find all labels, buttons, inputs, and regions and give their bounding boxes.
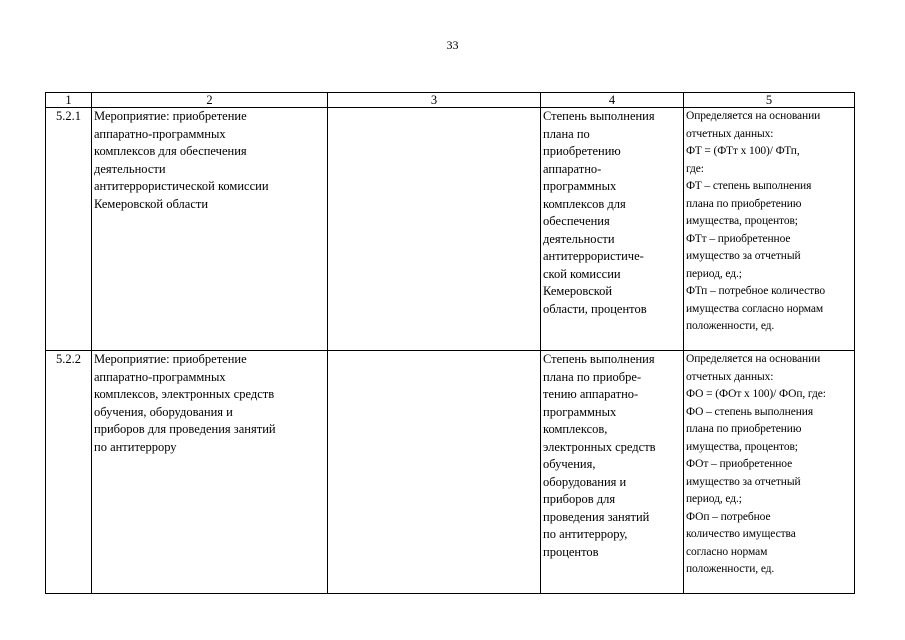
text-line: антитеррористической комиссии (94, 179, 269, 193)
text-line: положенности, ед. (686, 320, 775, 332)
table-row (46, 351, 855, 594)
text-line: приборов для проведения занятий (94, 422, 276, 436)
text-line: электронных средств (543, 439, 656, 454)
text-line: приборов для (543, 492, 616, 506)
text-line: тению аппаратно- (543, 387, 639, 401)
text-line: количество имущества (686, 528, 796, 540)
text-line: ФО = (ФОт х 100)/ ФОп, где: (686, 388, 826, 400)
indicator-cell (541, 351, 684, 594)
text-line: имущества, процентов; (686, 215, 798, 227)
text-line: плана по приобре- (543, 369, 642, 384)
text-line: отчетных данных: (686, 370, 774, 383)
text-line: Определяется на основании (686, 110, 821, 122)
text-line: комплексов для обеспечения (94, 144, 247, 158)
text-line: период, ед.; (686, 267, 742, 280)
text-line: аппаратно-программных (94, 126, 226, 141)
text-line: комплексов, (543, 422, 608, 436)
text-line: согласно нормам (686, 545, 768, 558)
method-cell (684, 351, 855, 594)
text-line: ФТп – потребное количество (686, 285, 825, 297)
text-line: Мероприятие: приобретение (94, 352, 247, 366)
table-row (46, 108, 855, 351)
text-line: обеспечения (543, 214, 610, 228)
text-line: ФОп – потребное (686, 510, 771, 523)
measure-cell (92, 351, 328, 594)
text-line: ской комиссии (543, 266, 621, 281)
column-header-4: 4 (541, 93, 684, 108)
text-line: имущество за отчетный (686, 475, 801, 488)
text-line: обучения, оборудования и (94, 404, 233, 419)
text-line: период, ед.; (686, 493, 742, 505)
text-line: положенности, ед. (686, 563, 775, 575)
column-header-2: 2 (92, 93, 328, 108)
text-line: по антитеррору (94, 439, 177, 454)
text-line: имущества согласно нормам (686, 302, 824, 315)
text-line: плана по приобретению (686, 197, 802, 210)
text-line: деятельности (94, 161, 166, 176)
text-line: аппаратно-программных (94, 369, 226, 384)
text-line: обучения, (543, 457, 596, 471)
text-line: комплексов для (543, 196, 626, 211)
text-line: проведения занятий (543, 509, 650, 524)
text-line: ФТт – приобретенное (686, 232, 791, 245)
text-line: ФТ – степень выполнения (686, 180, 812, 192)
row-number: 5.2.2 (46, 351, 92, 594)
text-line: плана по (543, 126, 590, 141)
column-header-3: 3 (328, 93, 541, 108)
text-line: Степень выполнения (543, 352, 655, 366)
text-line: программных (543, 404, 617, 419)
text-line: программных (543, 179, 617, 193)
text-line: где: (686, 162, 704, 175)
page-number: 33 (446, 38, 459, 52)
text-line: ФО – степень выполнения (686, 405, 814, 418)
text-line: аппаратно- (543, 161, 602, 176)
text-line: ФОт – приобретенное (686, 458, 793, 470)
text-line: комплексов, электронных средств (94, 387, 275, 401)
measure-cell (92, 108, 328, 351)
text-line: области, процентов (543, 301, 647, 316)
method-cell (684, 108, 855, 351)
text-line: Степень выполнения (543, 109, 655, 123)
row-number: 5.2.1 (46, 108, 92, 351)
text-line: процентов (543, 544, 599, 559)
empty-cell (328, 351, 541, 594)
text-line: по антитеррору, (543, 527, 628, 541)
measures-table (45, 92, 855, 594)
text-line: имущество за отчетный (686, 250, 801, 262)
text-line: оборудования и (543, 474, 627, 489)
text-line: плана по приобретению (686, 423, 802, 435)
text-line: ФТ = (ФТт х 100)/ ФТп, (686, 145, 800, 157)
text-line: имущества, процентов; (686, 440, 798, 453)
text-line: приобретению (543, 144, 621, 158)
text-line: Определяется на основании (686, 353, 821, 365)
empty-cell (328, 108, 541, 351)
text-line: Кемеровской области (94, 196, 209, 211)
text-line: отчетных данных: (686, 127, 774, 140)
text-line: Кемеровской (543, 284, 613, 298)
indicator-cell (541, 108, 684, 351)
column-header-1: 1 (46, 93, 92, 108)
column-header-5: 5 (684, 93, 855, 108)
text-line: деятельности (543, 231, 615, 246)
table-header-row (46, 93, 855, 108)
text-line: Мероприятие: приобретение (94, 109, 247, 123)
text-line: антитеррористиче- (543, 249, 644, 263)
